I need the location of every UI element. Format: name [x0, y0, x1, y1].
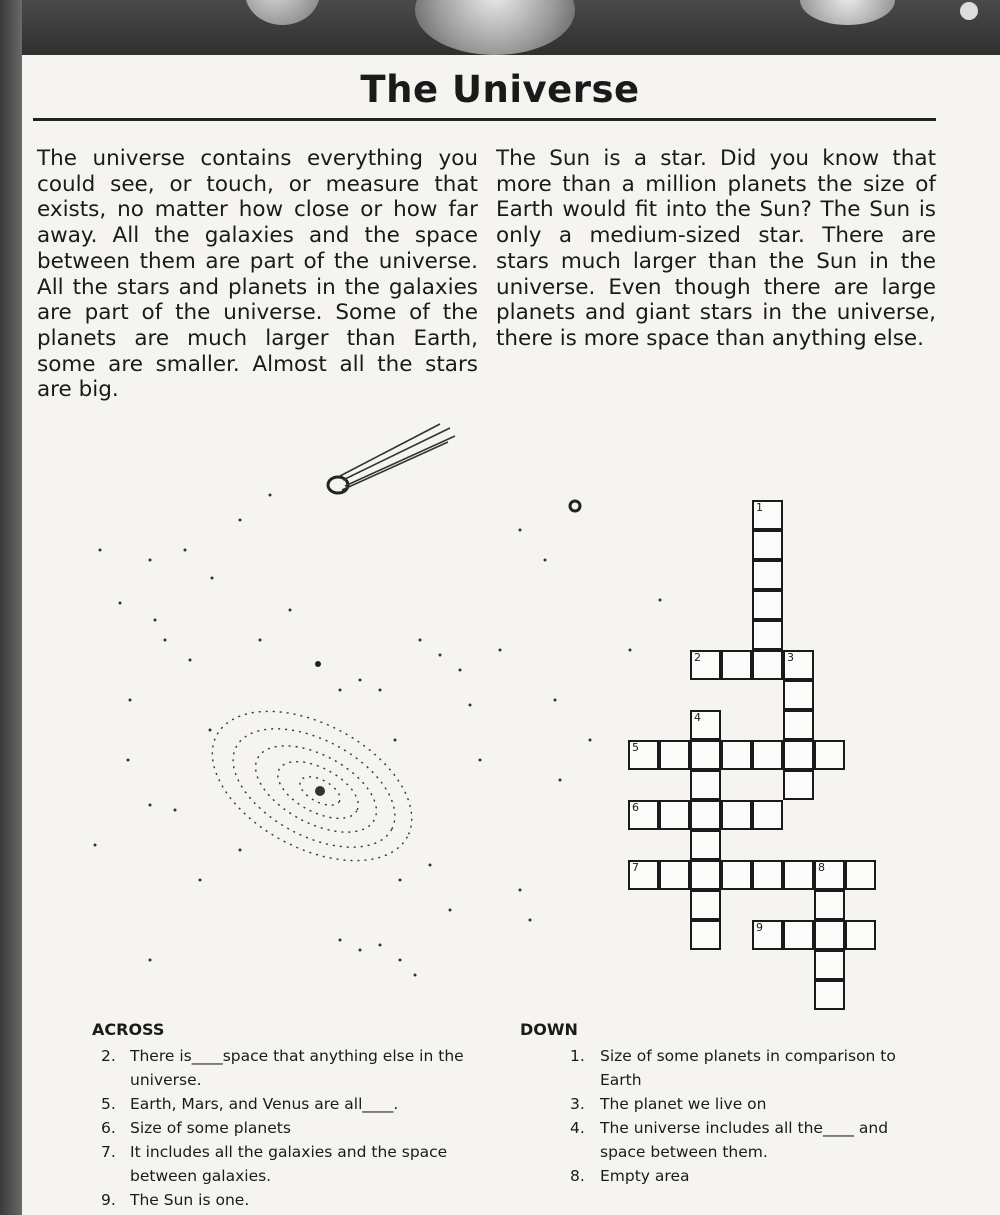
across-clue [92, 1116, 472, 1140]
crossword-cell[interactable] [845, 860, 876, 890]
crossword-cell[interactable] [752, 560, 783, 590]
crossword-cell[interactable] [721, 650, 752, 680]
star-dots [94, 494, 662, 977]
crossword-cell[interactable] [752, 860, 783, 890]
crossword-cell[interactable] [783, 770, 814, 800]
down-clue [520, 1116, 920, 1164]
crossword-cell[interactable] [721, 860, 752, 890]
clue-text: Size of some planets [130, 1119, 291, 1137]
crossword-cell[interactable] [783, 860, 814, 890]
crossword-cell[interactable] [721, 740, 752, 770]
page-title: The Universe [360, 68, 640, 111]
across-clue [92, 1044, 472, 1092]
crossword-cell[interactable] [628, 860, 659, 890]
crossword-cell[interactable] [752, 500, 783, 530]
crossword-cell[interactable] [783, 650, 814, 680]
clue-text: Empty area [600, 1167, 690, 1185]
intro-paragraph-left: The universe contains everything you could see, or touch, or measure that exists, no matter how close or how far away. All the galaxies and the space between them are part of the universe. All the stars and planets in the galaxies are part of the universe. Some of the planets are much larger than Earth, some are smaller. Almost all the stars are big. [37, 146, 478, 403]
clue-text: Earth, Mars, and Venus are all____. [130, 1095, 399, 1113]
crossword-cell[interactable] [659, 800, 690, 830]
clue-number: 9. [101, 1191, 116, 1209]
crossword-cell[interactable] [752, 650, 783, 680]
down-clue [520, 1092, 920, 1116]
down-clue [520, 1164, 920, 1188]
crossword-cell[interactable] [752, 620, 783, 650]
clue-number: 8. [570, 1167, 585, 1185]
clue-text: The planet we live on [600, 1095, 767, 1113]
clue-number: 9 [756, 921, 763, 934]
clue-text: Size of some planets in comparison to Earth [600, 1047, 896, 1089]
clue-number: 1. [570, 1047, 585, 1065]
crossword-cell[interactable] [690, 830, 721, 860]
across-heading: ACROSS [92, 1020, 165, 1039]
clue-number: 7. [101, 1143, 116, 1161]
crossword-cell[interactable] [659, 860, 690, 890]
crossword-cell[interactable] [659, 740, 690, 770]
small-planet-icon [570, 501, 580, 511]
clue-number: 4 [694, 711, 701, 724]
clue-text: It includes all the galaxies and the space between galaxies. [130, 1143, 448, 1185]
clue-text: There is____space that anything else in the universe. [130, 1047, 464, 1089]
crossword-cell[interactable] [814, 890, 845, 920]
clue-number: 3. [570, 1095, 585, 1113]
clue-number: 1 [756, 501, 763, 514]
across-clue [92, 1092, 472, 1116]
clue-number: 6 [632, 801, 639, 814]
across-clue [92, 1188, 472, 1212]
crossword-cell[interactable] [783, 740, 814, 770]
crossword-cell[interactable] [783, 710, 814, 740]
down-clues [520, 1018, 920, 1188]
down-heading: DOWN [520, 1020, 578, 1039]
clue-text: The Sun is one. [130, 1191, 250, 1209]
clue-number: 5. [101, 1095, 116, 1113]
crossword-cell[interactable] [814, 980, 845, 1010]
crossword-cell[interactable] [690, 650, 721, 680]
crossword-cell[interactable] [783, 680, 814, 710]
down-clue [520, 1044, 920, 1092]
crossword-cell[interactable] [721, 800, 752, 830]
crossword-cell[interactable] [845, 920, 876, 950]
crossword-cell[interactable] [690, 710, 721, 740]
clue-number: 3 [787, 651, 794, 664]
crossword-cell[interactable] [690, 740, 721, 770]
crossword-cell[interactable] [752, 920, 783, 950]
crossword-cell[interactable] [752, 590, 783, 620]
clue-number: 2. [101, 1047, 116, 1065]
crossword-cell[interactable] [783, 920, 814, 950]
crossword-cell[interactable] [814, 920, 845, 950]
clue-number: 5 [632, 741, 639, 754]
across-clues [92, 1018, 472, 1212]
clue-number: 4. [570, 1119, 585, 1137]
clue-number: 7 [632, 861, 639, 874]
clue-text: The universe includes all the____ and space between them. [600, 1119, 889, 1161]
crossword-cell[interactable] [752, 740, 783, 770]
crossword-cell[interactable] [814, 740, 845, 770]
across-clue [92, 1140, 472, 1188]
crossword-cell[interactable] [628, 800, 659, 830]
comet-illustration [328, 424, 455, 493]
crossword-cell[interactable] [752, 800, 783, 830]
clue-number: 6. [101, 1119, 116, 1137]
crossword-cell[interactable] [814, 950, 845, 980]
crossword-cell[interactable] [814, 860, 845, 890]
intro-paragraph-right: The Sun is a star. Did you know that more than a million planets the size of Earth would fit into the Sun? The Sun is only a medium-sized star. There are stars much larger than the Sun in the universe. Even though there are large planets and giant stars in the universe, there is more space than anything else. [496, 146, 936, 351]
crossword-cell[interactable] [752, 530, 783, 560]
crossword-cell[interactable] [690, 800, 721, 830]
crossword-cell[interactable] [628, 740, 659, 770]
crossword-cell[interactable] [690, 860, 721, 890]
clue-number: 8 [818, 861, 825, 874]
crossword-cell[interactable] [690, 890, 721, 920]
crossword-cell[interactable] [690, 770, 721, 800]
clue-number: 2 [694, 651, 701, 664]
spiral-galaxy-illustration [188, 681, 437, 892]
crossword-cell[interactable] [690, 920, 721, 950]
